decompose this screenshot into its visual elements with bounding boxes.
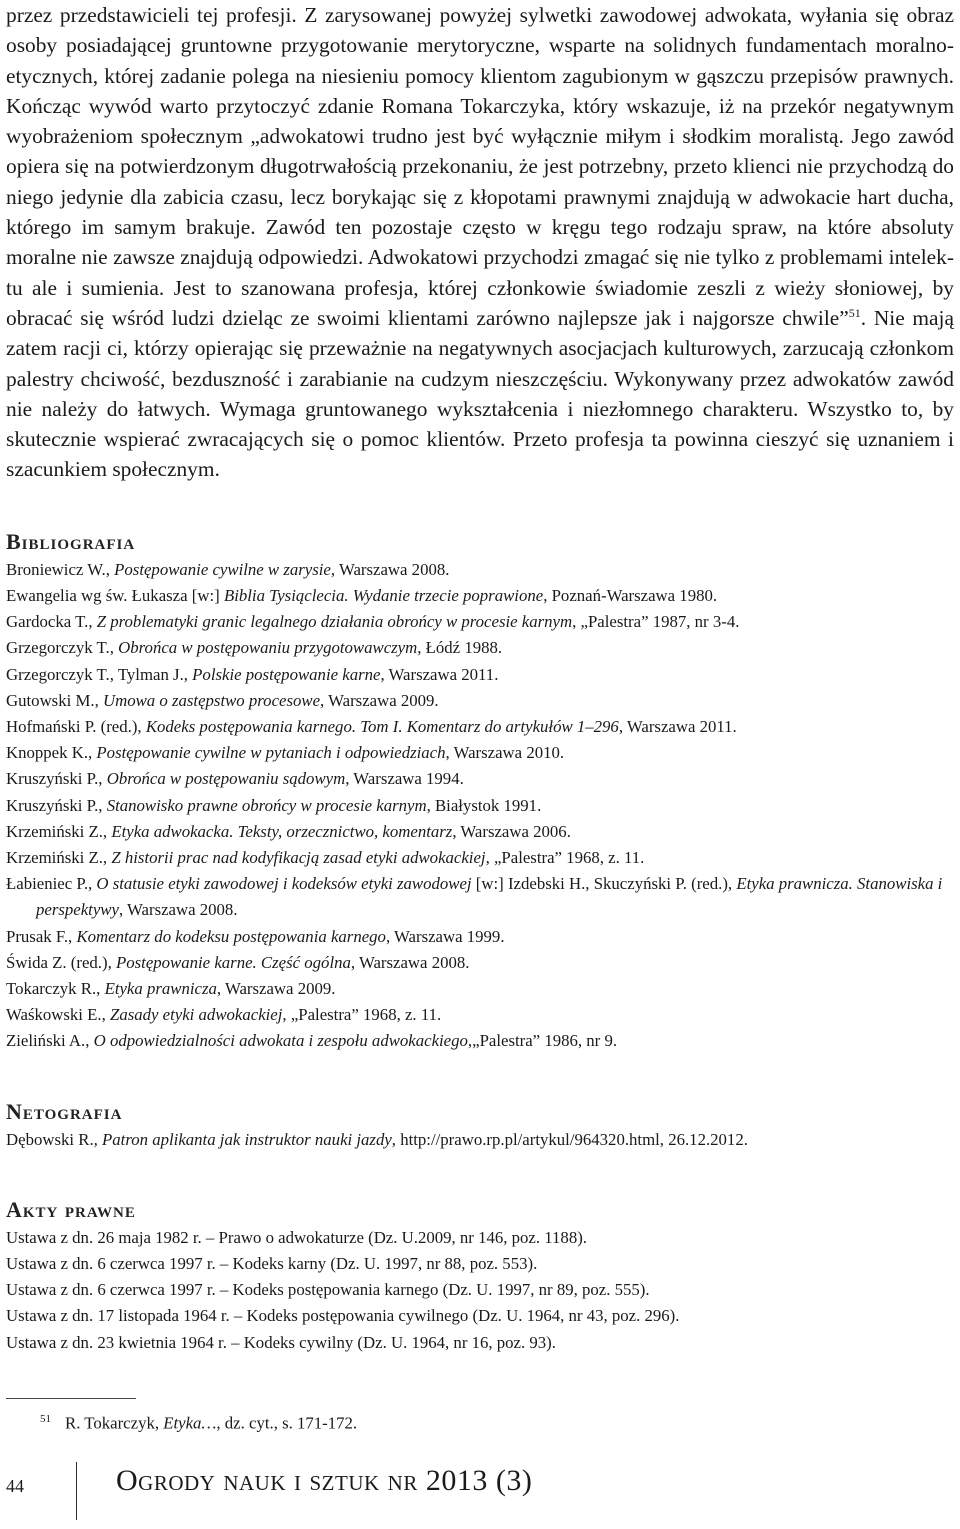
bibliography-entry [6,1225,954,1251]
bibliography-entry [6,1028,954,1054]
bibliography-entry [6,924,954,950]
entry-author: Krzemiński Z., [6,847,112,867]
entry-author: Ustawa z dn. 6 czerwca 1997 r. – Kodeks karny (Dz. U. 1997, nr 88, poz. 553). [6,1254,538,1274]
entry-title: Etyka adwokacka. Teksty, orzecznictwo, komentarz [111,821,453,841]
entry-details: , Warszawa 2009. [216,979,336,998]
bibliography-entry [6,1002,954,1028]
acts-list [6,1225,954,1356]
entry-author: Ustawa z dn. 6 czerwca 1997 r. – Kodeks postępowania karnego (Dz. U. 1997, nr 89, poz. 555). [6,1280,650,1300]
entry-details: , Warszawa 2011. [380,664,499,684]
entry-title: Umowa o zastępstwo procesowe [102,690,321,710]
entry-title: Postępowanie karne. Część ogólna [115,952,351,972]
entry-title: Obrońca w postępowaniu przygotowawczym [118,638,418,658]
body-text-continued: . Nie mają zatem racji ci, którzy opierając się przeważnie na negatywnych asocjacjach kulturowych, zarzucają członkom palestry chciwość, bezduszność i zarabianie na cudzym nieszczęściu. Wykonywany przez adwokatów zawód nie należy do łatwych. Wymaga gruntowanego wykształcenia i niezłomnego charakteru. Wszystko to, by skutecznie wspierać zwracających się o pomoc klientów. Przeto profesja ta powinna cieszyć się uznaniem i szacunkiem społecznym. [6,305,954,482]
bibliography-entry [6,819,954,845]
bibliography-entry [6,609,954,635]
entry-details: , „Palestra” 1968, z. 11. [485,847,645,867]
bibliography-entry [6,1251,954,1277]
entry-title: O odpowiedzialności adwokata i zespołu adwokackiego [93,1031,468,1051]
entry-details: , Warszawa 2008. [330,559,450,579]
bibliography-entry [6,1127,954,1153]
entry-author: Gutowski M., [6,690,103,710]
bibliography-entry [6,740,954,766]
bibliography-entry [6,1303,954,1329]
entry-title: Komentarz do kodeksu postępowania karnego [76,926,386,946]
footnote-author: R. Tokarczyk, [65,1413,164,1433]
body-paragraph [6,0,954,485]
netography-heading: Netografia [6,1098,123,1124]
bibliography-entry [6,714,954,740]
netography-list [6,1127,954,1153]
entry-title: Etyka prawnicza [104,979,217,998]
footnote-divider [6,1398,136,1399]
entry-details: , Poznań-Warszawa 1980. [543,585,718,605]
entry-author: Broniewicz W., [6,559,115,579]
entry-details: , Warszawa 2011. [618,716,737,736]
entry-details-secondary: , Warszawa 2008. [118,900,238,920]
entry-details: , Warszawa 2010. [445,743,565,763]
bibliography-entry [6,635,954,661]
entry-author: Kruszyński P., [6,769,107,789]
entry-details: , Warszawa 1999. [385,926,505,946]
entry-author: Knoppek K., [6,743,97,763]
entry-title: Zasady etyki adwokackiej [110,1005,283,1025]
page [6,0,954,1497]
entry-title: Z problematyki granic legalnego działania obrońcy w procesie karnym [96,612,573,632]
entry-title: O statusie etyki zawodowej i kodeksów etyki zawodowej [96,874,472,894]
entry-author: Grzegorczyk T., [6,638,119,658]
entry-details: [w:] Izdebski H., Skuczyński P. (red.), [471,874,737,894]
entry-title: Postępowanie cywilne w zarysie [114,559,331,579]
acts-heading: Akty prawne [6,1196,136,1222]
page-number: 44 [6,1476,24,1496]
journal-title: Ogrody nauk i sztuk nr 2013 (3) [116,1464,533,1497]
bibliography-entry [6,1330,954,1356]
footnote-reference[interactable]: 51 [848,305,861,320]
entry-author: Ewangelia wg św. Łukasza [w:] [6,585,224,605]
bibliography-list [6,557,954,1055]
entry-details: , Białystok 1991. [426,795,542,815]
entry-details: , „Palestra” 1968, z. 11. [282,1005,442,1025]
bibliography-heading: Bibliografia [6,528,136,554]
bibliography-entry [6,766,954,792]
entry-title: Kodeks postępowania karnego. Tom I. Komentarz do artykułów 1–296 [145,716,619,736]
entry-author: Krzemiński Z., [6,821,112,841]
entry-details: , Łódź 1988. [417,638,503,658]
bibliography-entry [6,793,954,819]
bibliography-entry [6,950,954,976]
footnote-title: Etyka… [163,1413,217,1433]
entry-author: Grzegorczyk T., Tylman J., [6,664,193,684]
bibliography-entry [6,662,954,688]
footnote-rest: , dz. cyt., s. 171-172. [216,1413,358,1433]
entry-author: Kruszyński P., [6,795,107,815]
entry-author: Ustawa z dn. 26 maja 1982 r. – Prawo o adwokaturze (Dz. U.2009, nr 146, poz. 1188). [6,1227,587,1247]
entry-title: Biblia Tysiąclecia. Wydanie trzecie poprawione [223,585,544,605]
bibliography-entry [6,557,954,583]
body-text-main: przez przedstawicieli tej profesji. Z zarysowanej powyżej sylwetki zawodowej adwokata, wyłania się obraz osoby posiadającej gruntowne przygotowanie merytoryczne, wsparte na solidnych fundamentach moralno-etycznych, której zadanie polega na niesieniu pomocy klientom zagubionym w gąszczu przepisów prawnych. Kończąc wywód warto przytoczyć zdanie Romana Tokarczyka, który wskazuje, iż na przekór negatywnym wyobrażeniom społecznym „adwokatowi trudno jest być wyłącznie miłym i słodkim moralistą. Jego zawód opiera się na potwierdzonym długotrwałością przekonaniu, że jest potrzebny, przeto klienci nie przychodzą do niego jedynie dla zabicia czasu, lecz borykając się z kłopotami prawnymi znajdują w adwokacie hart ducha, którego im samym brakuje. Zawód ten pozostaje często w kręgu tego rodzaju spraw, na które absoluty moralne nie zawsze znajdują odpowiedzi. Adwokatowi przychodzi zmagać się nie tylko z problemami intelektu ale i sumienia. Jest to szanowana profesja, której członkowie świadomie zeszli z wieży słoniowej, by obracać się wśród ludzi dzieląc ze swoimi klientami zarówno najlepsze jak i najgorsze chwile” [6,3,954,330]
entry-author: Tokarczyk R., [6,979,105,998]
entry-details: ,„Palestra” 1986, nr 9. [467,1031,618,1051]
bibliography-entry [6,845,954,871]
entry-author: Gardocka T., [6,612,97,632]
bibliography-entry [6,1277,954,1303]
entry-details: , „Palestra” 1987, nr 3-4. [572,612,740,632]
entry-author: Waśkowski E., [6,1005,110,1025]
entry-author: Ustawa z dn. 23 kwietnia 1964 r. – Kodeks cywilny (Dz. U. 1964, nr 16, poz. 93). [6,1332,556,1352]
entry-title: Patron aplikanta jak instruktor nauki jazdy [102,1129,392,1149]
entry-author: Dębowski R., [6,1129,103,1149]
footnote-number: 51 [40,1413,51,1425]
entry-title: Z historii prac nad kodyfikacją zasad etyki adwokackiej [111,847,486,867]
bibliography-entry [6,976,954,1002]
entry-author: Łabieniec P., [6,874,97,894]
bibliography-entry [6,871,954,923]
entry-author: Hofmański P. (red.), [6,716,146,736]
entry-details: , http://prawo.rp.pl/artykul/964320.html, 26.12.2012. [391,1129,748,1149]
bibliography-entry [6,583,954,609]
entry-author: Zieliński A., [6,1031,94,1051]
entry-title: Postępowanie cywilne w pytaniach i odpowiedziach [96,743,446,763]
page-footer [6,1462,954,1522]
footer-divider [76,1462,77,1520]
entry-details: , Warszawa 2008. [350,952,470,972]
entry-title-secondary: Etyka prawnicza. Stanowiska i perspektywy [36,874,943,920]
entry-details: , Warszawa 2009. [320,690,439,710]
bibliography-entry [6,688,954,714]
entry-author: Świda Z. (red.), [6,952,116,972]
entry-title: Obrońca w postępowaniu sądowym [106,769,346,789]
entry-author: Prusak F., [6,926,77,946]
entry-details: , Warszawa 1994. [345,769,464,789]
footnote [40,1407,357,1436]
entry-title: Stanowisko prawne obrońcy w procesie karnym [106,795,427,815]
entry-title: Polskie postępowanie karne [192,664,381,684]
entry-details: , Warszawa 2006. [452,821,571,841]
entry-author: Ustawa z dn. 17 listopada 1964 r. – Kodeks postępowania cywilnego (Dz. U. 1964, nr 43, poz. 296). [6,1306,680,1326]
